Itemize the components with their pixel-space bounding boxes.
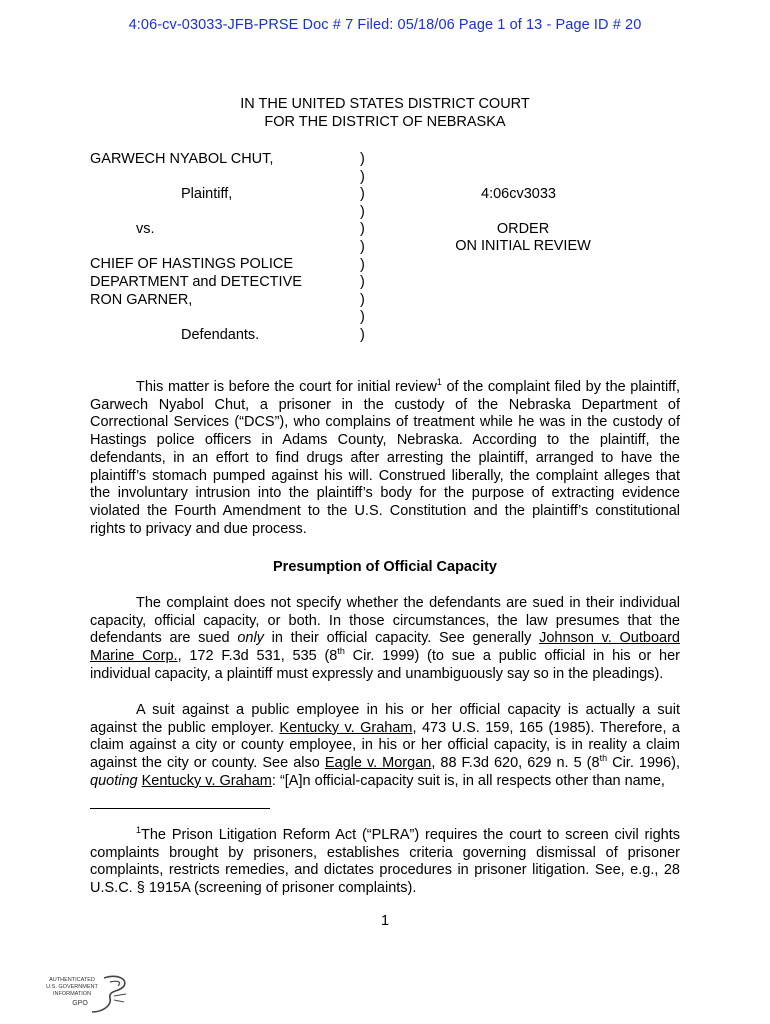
gpo-seal-icon [44, 972, 134, 1016]
court-heading [0, 95, 770, 131]
court-line-2: FOR THE DISTRICT OF NEBRASKA [264, 114, 506, 130]
seal-text-3: INFORMATION [52, 991, 92, 997]
text-run: Cir. 1999) (to sue a public official in his or her individual capacity, a plaintiff must expressly and unambiguously say so in the pleadings). [90, 648, 680, 682]
paragraph-intro [90, 379, 680, 538]
defendant-line-3: RON GARNER, [90, 292, 193, 308]
paren: ) [360, 238, 365, 255]
case-citation: Kentucky v. Graham [141, 772, 272, 789]
text-run: The complaint does not specify whether the defendants are sued in their individual capacity, official capacity, or both. In those circumstances, the law presumes that the defendants are sued [90, 595, 680, 647]
caption-parentheses [360, 150, 372, 344]
text-run: A suit against a public employee in his or her official capacity is actually a suit against the public employer. [90, 702, 680, 736]
paren: ) [360, 291, 365, 308]
emphasis: only [237, 630, 264, 647]
section-heading: Presumption of Official Capacity [273, 559, 497, 575]
paren: ) [360, 221, 365, 238]
paren: ) [360, 168, 365, 185]
paragraph-public-employer [90, 702, 680, 791]
text-run: of the complaint filed by the plaintiff, Garwech Nyabol Chut, a prisoner in the custody of the Nebraska Department of Correctional Services (“DCS”), who complains of treatment while he was in the custody of Hastings police officers in Adams County, Nebraska. According to the plaintiff, the defendants, in an effort to find drugs after arresting the plaintiff, arranged to have the plaintiff’s stomach pumped against his will. Construed liberally, the complaint alleges that the involuntary intrusion into the plaintiff’s body for the purpose of extracting evidence violated the Fourth Amendment to the U.S. Constitution and the plaintiff’s constitutional rights to privacy and due process. [90, 379, 680, 537]
page-number: 1 [380, 913, 390, 929]
paren: ) [360, 274, 365, 291]
ordinal-suffix: th [599, 753, 608, 764]
seal-text-2: U.S. GOVERNMENT [46, 984, 98, 990]
text-run: in their official capacity. See generally [263, 630, 540, 647]
plaintiff-role: Plaintiff, [181, 186, 233, 202]
seal-text-1: AUTHENTICATED [49, 977, 95, 983]
case-citation: Eagle v. Morgan [324, 755, 432, 772]
eagle-wing [110, 981, 120, 986]
text-run: This matter is before the court for initial review [136, 379, 437, 395]
plaintiff-name: GARWECH NYABOL CHUT, [90, 151, 274, 167]
versus: vs. [136, 221, 155, 237]
text-run: Cir. 1996), [607, 755, 680, 772]
footnote-marker: 1 [136, 825, 142, 836]
order-title-2: ON INITIAL REVIEW [455, 238, 591, 254]
order-title-1: ORDER [496, 221, 550, 237]
footnote-separator [90, 808, 270, 809]
paragraph-official-capacity [90, 595, 680, 684]
footnote [90, 827, 680, 898]
eagle-curve [92, 976, 125, 1012]
case-citation: Kentucky v. Graham [279, 719, 413, 736]
case-citation: Johnson v. Outboard Marine Corp. [90, 630, 680, 665]
paren: ) [360, 326, 365, 343]
footnote-marker: 1 [436, 377, 442, 388]
text-run: , 473 U.S. 159, 165 (1985). Therefore, a claim against a city or county employee, in his or her official capacity, is in reality a claim against the city or county. See also [90, 719, 680, 772]
gpo-seal-logo [44, 972, 134, 1016]
paren: ) [360, 256, 365, 273]
seal-text-4: GPO [72, 1000, 88, 1007]
defendant-line-1: CHIEF OF HASTINGS POLICE [90, 256, 294, 272]
defendant-role: Defendants. [181, 327, 260, 343]
filing-stamp: 4:06-cv-03033-JFB-PRSE Doc # 7 Filed: 05/18/06 Page 1 of 13 - Page ID # 20 [128, 17, 642, 33]
eagle-feathers [114, 994, 126, 1002]
text-run: , 172 F.3d 531, 535 (8 [177, 648, 338, 665]
text-run: : “[A]n official-capacity suit is, in all respects other than name, [271, 772, 665, 789]
footnote-text: The Prison Litigation Reform Act (“PLRA”) requires the court to screen civil rights complaints brought by prisoners, establishes criteria governing dismissal of prisoner complaints, restricts remedies, and dictates procedures in prisoner litigation. See, e.g., 28 U.S.C. § 1915A (screening of prisoner complaints). [90, 827, 680, 897]
emphasis: quoting [90, 772, 138, 789]
paren: ) [360, 151, 365, 167]
case-number: 4:06cv3033 [481, 186, 556, 202]
paren: ) [360, 186, 365, 203]
paren: ) [360, 309, 365, 326]
text-run: , 88 F.3d 620, 629 n. 5 (8 [431, 755, 600, 772]
paren: ) [360, 203, 365, 220]
court-line-1: IN THE UNITED STATES DISTRICT COURT [240, 96, 530, 112]
defendant-line-2: DEPARTMENT and DETECTIVE [90, 274, 302, 290]
ordinal-suffix: th [337, 646, 345, 657]
